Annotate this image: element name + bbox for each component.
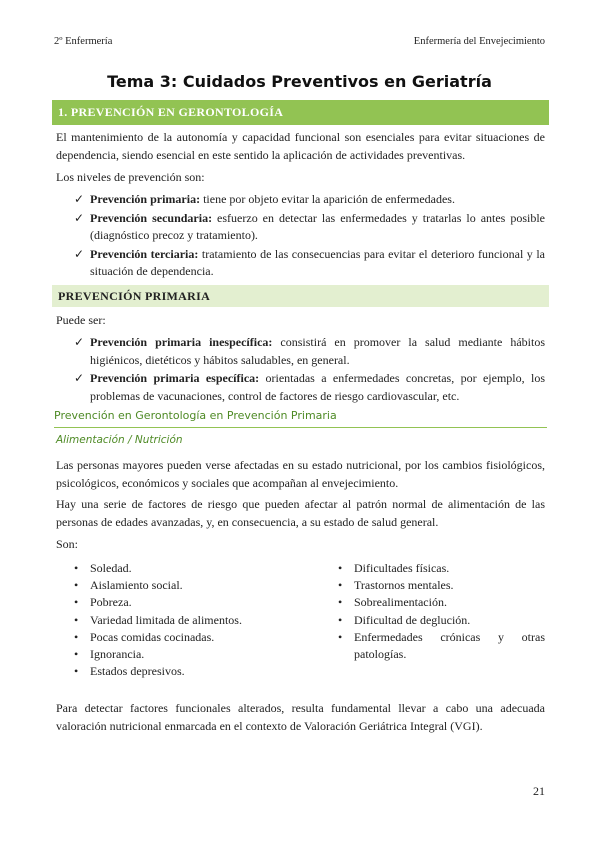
- list-item: [74, 577, 314, 594]
- list-item: [74, 560, 314, 577]
- level-term: Prevención primaria:: [90, 192, 201, 206]
- header-right: Enfermería del Envejecimiento: [413, 36, 545, 47]
- list-item-text: Pobreza.: [90, 595, 132, 610]
- checkmark-icon: ✓: [74, 192, 85, 206]
- bullet-icon: •: [338, 561, 343, 575]
- list-item-text: Dificultad de deglución.: [354, 612, 471, 627]
- subheading-prevencion-primaria: Prevención en Gerontología en Prevención Primaria: [54, 409, 547, 428]
- list-item-text: Pocas comidas cocinadas.: [90, 629, 215, 644]
- primary-prevention-list: [74, 334, 545, 406]
- nutrition-paragraph-3: Para detectar factores funcionales alterados, resulta fundamental llevar a cabo una adecuada valoración nutricional enmarcada en el contexto de Valoración Geriátrica Integral (VGI).: [56, 701, 545, 733]
- item-term: Prevención primaria específica:: [90, 371, 260, 385]
- header-left: 2º Enfermería: [54, 36, 113, 47]
- bullet-icon: •: [74, 595, 79, 610]
- page-title: Tema 3: Cuidados Preventivos en Geriatría: [107, 72, 492, 91]
- bullet-icon: •: [338, 578, 343, 593]
- list-item: [338, 577, 545, 594]
- list-item-text: Enfermedades crónicas y otras patologías.: [354, 629, 545, 662]
- puede-ser-text: Puede ser:: [56, 313, 106, 327]
- list-item-text: Estados depresivos.: [90, 664, 185, 679]
- list-item: [74, 663, 314, 680]
- checkmark-icon: ✓: [74, 371, 85, 385]
- bullet-icon: •: [74, 629, 79, 644]
- list-item: [74, 646, 314, 663]
- nutrition-paragraph-1: Las personas mayores pueden verse afectadas en su estado nutricional, por los cambios fisiológicos, psicológicos, económicos y sociales que acompañan al envejecimiento.: [56, 458, 545, 490]
- list-item: [338, 629, 545, 663]
- checkmark-icon: ✓: [74, 210, 85, 225]
- nutrition-paragraph-2: Hay una serie de factores de riesgo que pueden afectar al patrón normal de alimentación de las personas de edades avanzadas, y, en consecuencia, a su estado de salud general.: [56, 497, 545, 529]
- risk-factors-right-list: [338, 560, 545, 663]
- list-item: [74, 370, 545, 405]
- list-item-text: Variedad limitada de alimentos.: [90, 612, 242, 627]
- list-item: [338, 612, 545, 629]
- bullet-icon: •: [74, 647, 79, 662]
- list-item-text: Dificultades físicas.: [354, 561, 450, 575]
- bullet-icon: •: [338, 612, 343, 627]
- risk-factors-left-list: [74, 560, 314, 680]
- list-item-text: Soledad.: [90, 561, 132, 575]
- item-term: Prevención primaria inespecífica:: [90, 335, 273, 349]
- bullet-icon: •: [338, 629, 343, 644]
- bullet-icon: •: [338, 595, 343, 610]
- list-item-text: Sobrealimentación.: [354, 595, 447, 610]
- bullet-icon: •: [74, 561, 79, 575]
- list-item: [74, 334, 545, 369]
- item-text: orientadas a enfermedades concretas, por ejemplo, los problemas de vacunaciones, control de factores de riesgo cardiovascular, etc.: [90, 371, 545, 403]
- level-term: Prevención terciaria:: [90, 246, 199, 261]
- checkmark-icon: ✓: [74, 335, 85, 349]
- list-item-text: Ignorancia.: [90, 647, 145, 662]
- bullet-icon: •: [74, 578, 79, 593]
- level-text: esfuerzo en detectar las enfermedades y tratarlas lo antes posible (diagnóstico precoz y tratamiento).: [90, 210, 545, 242]
- level-text: tiene por objeto evitar la aparición de enfermedades.: [200, 192, 455, 206]
- list-item: [338, 560, 545, 577]
- levels-list: [74, 191, 545, 282]
- list-item-text: Aislamiento social.: [90, 578, 183, 593]
- list-item: [74, 191, 545, 209]
- intro-paragraph: El mantenimiento de la autonomía y capacidad funcional son esenciales para evitar situaciones de dependencia, siendo esencial en este sentido la aplicación de actividades preventivas.: [56, 130, 545, 162]
- son-label: Son:: [56, 537, 79, 551]
- list-item-text: Trastornos mentales.: [354, 578, 454, 593]
- subheading-alimentacion: Alimentación / Nutrición: [56, 434, 183, 446]
- list-item: [74, 629, 314, 646]
- bullet-icon: •: [74, 612, 79, 627]
- level-term: Prevención secundaria:: [90, 210, 213, 225]
- level-text: tratamiento de las consecuencias para evitar el deterioro funcional y la situación de dependencia.: [90, 246, 545, 278]
- bullet-icon: •: [74, 664, 79, 679]
- list-item: [74, 210, 545, 245]
- section-heading-prevencion-gerontologia: 1. PREVENCIÓN EN GERONTOLOGÍA: [52, 100, 549, 125]
- list-item: [74, 246, 545, 281]
- list-item: [74, 594, 314, 611]
- section-heading-prevencion-primaria: PREVENCIÓN PRIMARIA: [52, 285, 549, 307]
- list-item: [338, 594, 545, 611]
- item-text: consistirá en promover la salud mediante hábitos higiénicos, dietéticos y hábitos saludables, en general.: [90, 335, 545, 367]
- list-item: [74, 612, 314, 629]
- levels-intro: Los niveles de prevención son:: [56, 170, 205, 184]
- checkmark-icon: ✓: [74, 246, 85, 261]
- page-number: 21: [533, 784, 545, 798]
